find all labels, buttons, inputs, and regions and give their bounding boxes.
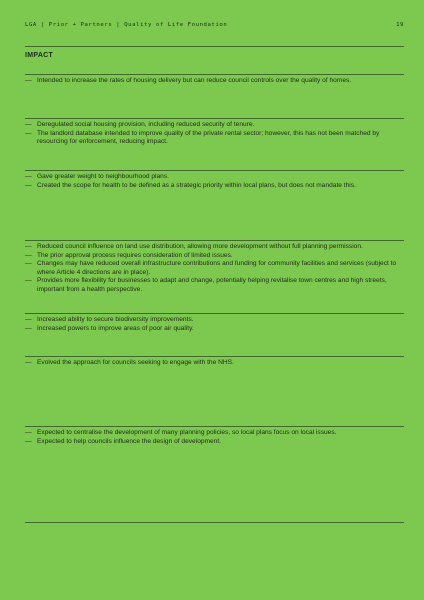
impact-section-7 — [25, 429, 404, 446]
impact-section-3 — [25, 173, 404, 190]
dash: — — [25, 77, 32, 84]
list-item: — Evolved the approach for councils seeking to engage with the NHS. — [25, 359, 234, 366]
dash: — — [25, 316, 32, 323]
divider — [25, 313, 404, 314]
list-item: — Reduced council influence on land use distribution, allowing more development without full planning permission. — [25, 243, 363, 250]
impact-section-4 — [25, 243, 404, 295]
impact-section-5 — [25, 316, 404, 333]
divider — [25, 522, 404, 523]
dash: — — [25, 324, 32, 332]
list-item: — Provides more flexibility for businesses to adapt and change, potentially helping revitalise town centres and high streets, important from a health perspective. — [25, 277, 387, 293]
dash: — — [25, 359, 32, 366]
divider — [25, 118, 404, 119]
list-item: — The landlord database intended to improve quality of the private rental sector; however, this has not been matched by resourcing for enforcement, reducing impact. — [25, 129, 380, 146]
dash: — — [25, 181, 32, 189]
list-item: — Increased powers to improve areas of poor air quality. — [25, 324, 194, 332]
list-item: — Gave greater weight to neighbourhood plans. — [25, 173, 169, 180]
dash: — — [25, 429, 32, 436]
dash: — — [25, 173, 32, 180]
dash: — — [25, 243, 32, 250]
header-source: LGA | Prior + Partners | Quality of Life Foundation — [25, 22, 228, 28]
impact-section-1 — [25, 77, 404, 86]
divider — [25, 356, 404, 357]
impact-section-2 — [25, 121, 404, 147]
page-number: 19 — [396, 22, 404, 28]
list-item: — Changes may have reduced overall infrastructure contributions and funding for community facilities and services (subject to where Article 4 directions are in place). — [25, 260, 397, 276]
list-item: — The prior approval process requires consideration of limited issues. — [25, 251, 233, 259]
dash: — — [25, 129, 32, 137]
dash: — — [25, 437, 32, 445]
dash: — — [25, 121, 32, 128]
list-item: — Deregulated social housing provision, including reduced security of tenure. — [25, 121, 255, 128]
dash: — — [25, 260, 32, 268]
list-item: — Expected to help councils influence the design of development. — [25, 437, 222, 445]
divider — [25, 170, 404, 171]
page-header — [25, 22, 404, 28]
list-item: — Created the scope for health to be defined as a strategic priority within local plans, but does not mandate this. — [25, 181, 356, 189]
divider — [25, 426, 404, 427]
list-item: — Expected to centralise the development of many planning policies, so local plans focus on local issues. — [25, 429, 337, 436]
impact-section-6 — [25, 359, 404, 368]
list-item: — Increased ability to secure biodiversity improvements. — [25, 316, 194, 323]
section-title: IMPACT — [25, 52, 54, 59]
dash: — — [25, 277, 32, 285]
divider — [25, 240, 404, 241]
dash: — — [25, 251, 32, 259]
divider — [25, 46, 404, 47]
divider — [25, 74, 404, 75]
list-item: — Intended to increase the rates of housing delivery but can reduce council controls over the quality of homes. — [25, 77, 352, 84]
